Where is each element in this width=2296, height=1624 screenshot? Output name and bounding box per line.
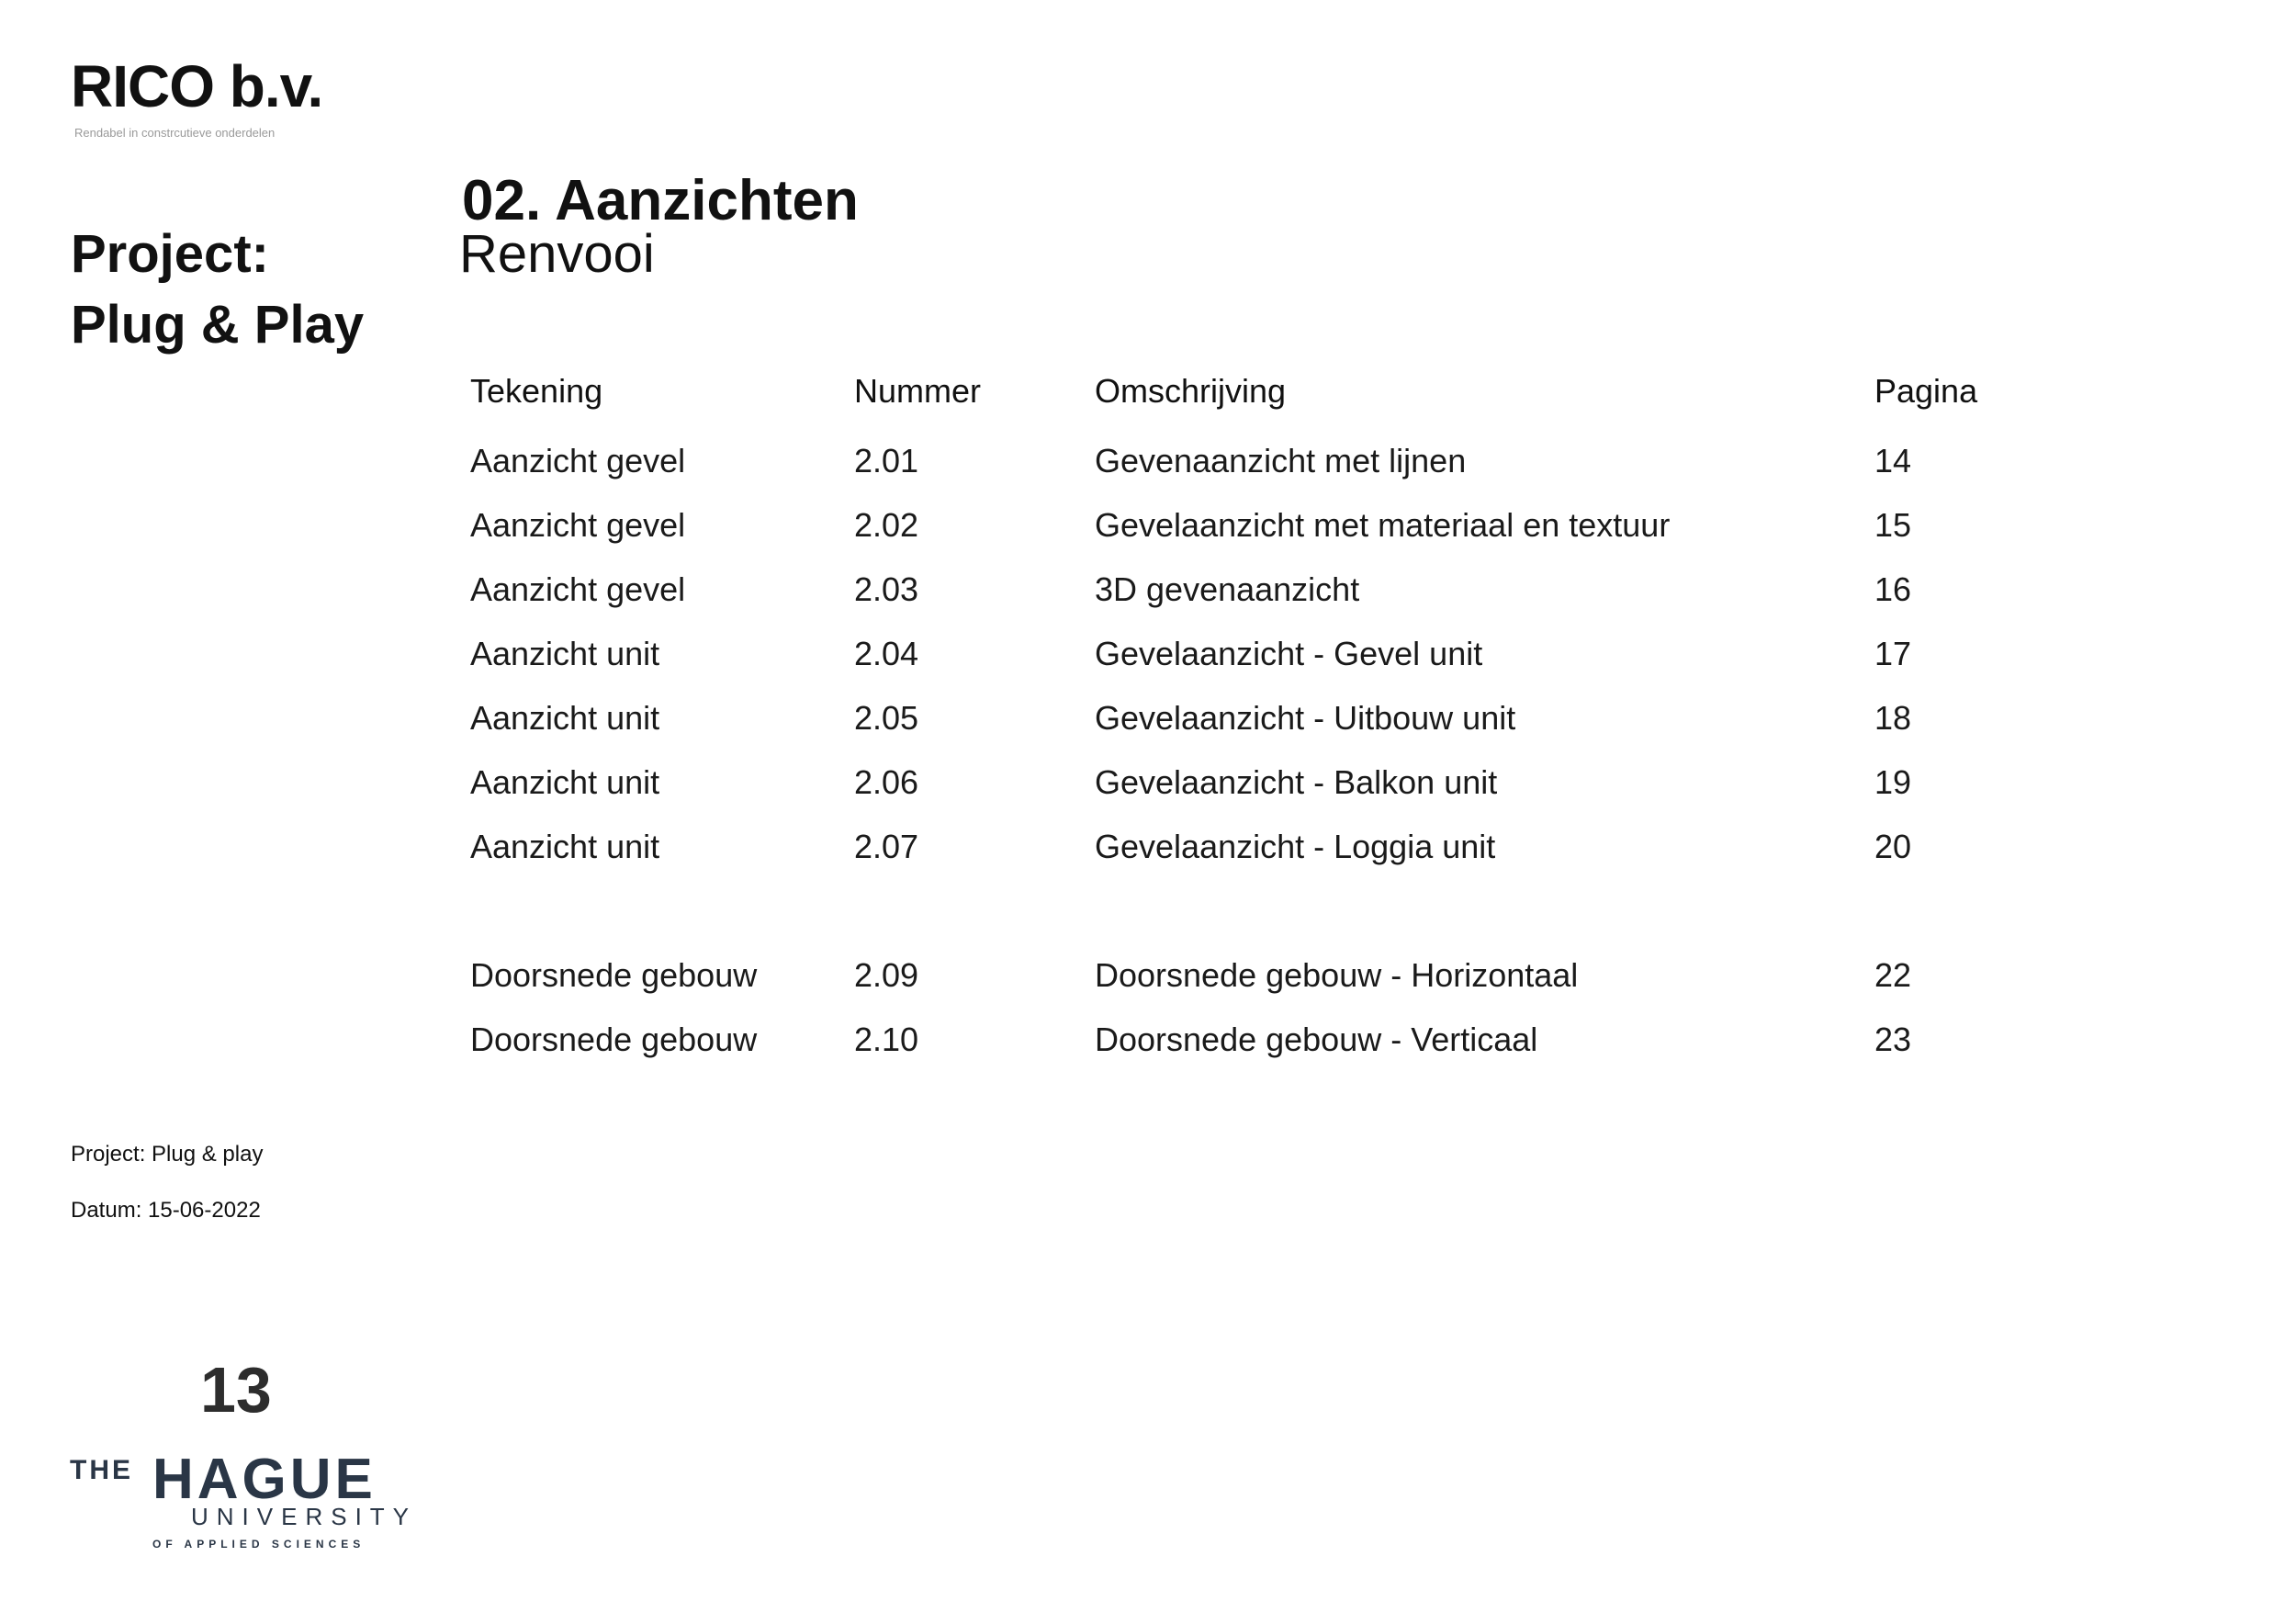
- cell-pagina: 16: [1874, 570, 1912, 608]
- table-row: [470, 699, 2215, 766]
- cell-nummer: 2.10: [854, 1021, 919, 1058]
- logo-the: THE: [70, 1455, 133, 1485]
- cell-pagina: 19: [1874, 763, 1912, 801]
- cell-nummer: 2.06: [854, 763, 919, 801]
- logo-applied-sciences: OF APPLIED SCIENCES: [152, 1538, 366, 1551]
- cell-nummer: 2.05: [854, 699, 919, 737]
- cell-omschrijving: Gevelaanzicht - Balkon unit: [1095, 763, 1498, 801]
- cell-omschrijving: Gevelaanzicht met materiaal en textuur: [1095, 506, 1671, 544]
- drawing-index-table: [470, 372, 2215, 1088]
- cell-omschrijving: 3D gevenaanzicht: [1095, 570, 1360, 608]
- header-nummer: Nummer: [854, 372, 982, 410]
- cell-omschrijving: Gevelaanzicht - Loggia unit: [1095, 828, 1496, 865]
- logo-university: UNIVERSITY: [191, 1503, 418, 1530]
- cell-omschrijving: Doorsnede gebouw - Horizontaal: [1095, 956, 1579, 994]
- cell-pagina: 18: [1874, 699, 1912, 737]
- university-logo: [68, 1448, 418, 1552]
- cell-tekening: Aanzicht unit: [470, 699, 660, 737]
- company-name: RICO b.v.: [71, 53, 323, 119]
- cell-tekening: Aanzicht gevel: [470, 442, 686, 479]
- meta-date: Datum: 15-06-2022: [71, 1198, 261, 1223]
- cell-tekening: Doorsnede gebouw: [470, 1021, 758, 1058]
- cell-omschrijving: Gevelaanzicht - Gevel unit: [1095, 635, 1483, 672]
- cell-tekening: Aanzicht gevel: [470, 570, 686, 608]
- header-tekening: Tekening: [470, 372, 603, 410]
- header-omschrijving: Omschrijving: [1095, 372, 1287, 410]
- cell-omschrijving: Gevenaanzicht met lijnen: [1095, 442, 1467, 479]
- cell-omschrijving: Gevelaanzicht - Uitbouw unit: [1095, 699, 1516, 737]
- table-row: [470, 1023, 2215, 1088]
- table-row: [470, 830, 2215, 895]
- table-spacer: [470, 895, 2215, 959]
- table-row: [470, 506, 2215, 573]
- cell-tekening: Aanzicht unit: [470, 828, 660, 865]
- cell-nummer: 2.01: [854, 442, 919, 479]
- project-name: Plug & Play: [71, 295, 365, 355]
- project-label: Project:: [71, 224, 269, 284]
- cell-nummer: 2.04: [854, 635, 919, 672]
- meta-project: Project: Plug & play: [71, 1142, 264, 1167]
- cell-tekening: Aanzicht unit: [470, 635, 660, 672]
- cell-tekening: Doorsnede gebouw: [470, 956, 758, 994]
- cell-nummer: 2.03: [854, 570, 919, 608]
- table-row: [470, 763, 2215, 830]
- cell-pagina: 22: [1874, 956, 1912, 994]
- cell-pagina: 20: [1874, 828, 1912, 865]
- cell-pagina: 15: [1874, 506, 1912, 544]
- cell-nummer: 2.02: [854, 506, 919, 544]
- cell-nummer: 2.07: [854, 828, 919, 865]
- logo-hague: HAGUE: [152, 1448, 377, 1511]
- cell-pagina: 23: [1874, 1021, 1912, 1058]
- header-pagina: Pagina: [1874, 372, 1978, 410]
- cell-tekening: Aanzicht gevel: [470, 506, 686, 544]
- section-title: 02. Aanzichten: [462, 169, 859, 232]
- table-header-row: [470, 372, 2215, 445]
- cell-nummer: 2.09: [854, 956, 919, 994]
- section-subtitle: Renvooi: [459, 224, 655, 284]
- table-row: [470, 637, 2215, 702]
- cell-pagina: 17: [1874, 635, 1912, 672]
- table-row: [470, 956, 2215, 1023]
- cell-pagina: 14: [1874, 442, 1912, 479]
- page-number: 13: [200, 1354, 272, 1426]
- table-row: [470, 570, 2215, 637]
- cell-omschrijving: Doorsnede gebouw - Verticaal: [1095, 1021, 1538, 1058]
- company-tagline: Rendabel in constrcutieve onderdelen: [74, 126, 276, 140]
- table-row: [470, 442, 2215, 509]
- cell-tekening: Aanzicht unit: [470, 763, 660, 801]
